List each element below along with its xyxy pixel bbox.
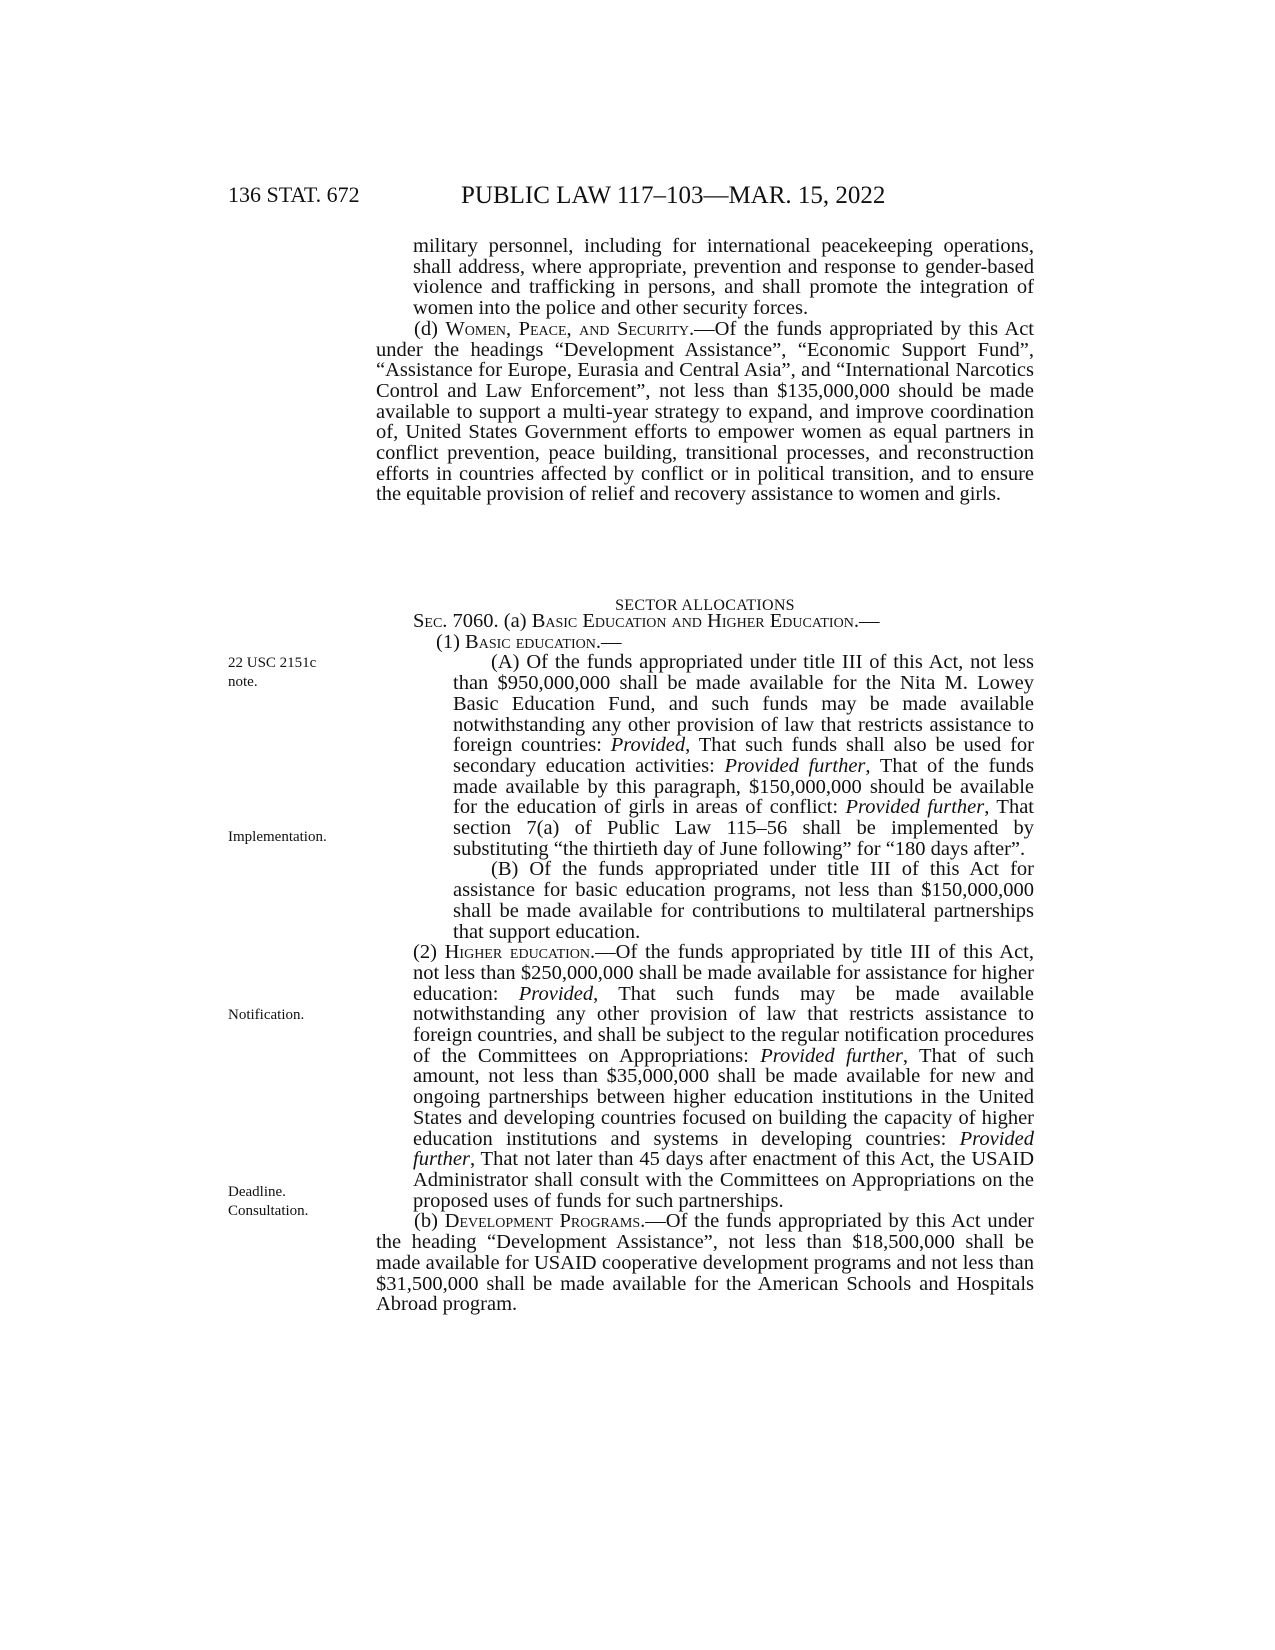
margin-note-deadline: Deadline. [228,1184,286,1200]
subparagraph-B: (B) Of the funds appropriated under title III of this Act for assistance for basic education programs, not less than $150,000,000 shall be made available for contributions to multilateral partnerships that support education. [453,858,1034,943]
paragraph-2-text: , That such funds may be made available notwithstanding any other provision of law that restricts assistance to foreign countries, and shall be subject to the regular notification procedures of the Committees on Appropriations: [413,982,1034,1067]
subsection-b-text: —Of the funds appropriated by this Act under the heading “Development Assistance”, not less than $18,500,000 shall be made available for USAID cooperative development programs and not less than $31,500,000 shall be made available for the American Schools and Hospitals Abroad program. [376,1210,1034,1316]
page-header [228,182,1228,212]
subsection-a-heading: Basic Education and Higher Education. [531,610,859,632]
section-7060 [376,611,1034,1315]
margin-note-usc [228,654,378,692]
paragraph-2-text: —Of the funds appropriated by title III of this Act, not less than $250,000,000 shall be made available for assistance for higher education: [413,941,1034,1005]
proviso: Provided further [845,796,985,819]
subparagraph-A-text: , That such funds shall also be used for secondary education activities: [453,734,1034,777]
subsection-a-label: (a) [498,610,532,632]
margin-note-implementation: Implementation. [228,829,327,845]
proviso: Provided further [413,1127,1034,1171]
subsection-a-heading-line [376,611,1034,632]
subsection-d-label: (d) [414,317,446,340]
proviso: Provided further [724,754,866,777]
public-law-title: PUBLIC LAW 117–103—MAR. 15, 2022 [461,182,886,209]
usc-citation: 22 USC 2151c [228,655,317,671]
paragraph-2-label: (2) [413,941,445,964]
paragraph-1-heading: Basic education. [465,630,601,653]
proviso: Provided [610,734,686,757]
paragraph-2-text: , That not later than 45 days after enactment of this Act, the USAID Administrator shall consult with the Committees on Appropriations on the proposed uses of funds for such partnerships. [413,1148,1034,1212]
subsection-b-heading: Development Programs. [444,1210,646,1233]
paragraph-1-label: (1) [436,630,466,653]
margin-note-consultation: Consultation. [228,1203,309,1219]
paragraph-2 [376,942,1034,1211]
subsection-d-text: —Of the funds appropriated by this Act under the headings “Development Assistance”, “Economic Support Fund”, “Assistance for Europe, Eurasia and Central Asia”, and “International Narcotics Control and Law Enforcement”, not less than $135,000,000 should be made available to support a multi-year strategy to expand, and improve coordination of, United States Government efforts to empower women as equal partners in conflict prevention, peace building, transitional processes, and reconstruction efforts in countries affected by conflict or in political transition, and to ensure the equitable provision of relief and recovery assistance to women and girls. [376,317,1035,506]
dash: — [858,610,880,632]
dash: — [600,630,622,653]
continuation-paragraph: military personnel, including for international peacekeeping operations, shall address, where appropriate, prevention and response to gender-based violence and trafficking in persons, and shall promote the integration of women into the police and other security forces. [413,235,1034,320]
subparagraph-A [376,652,1034,859]
paragraph-1-heading-line [376,632,1034,653]
top-text-block [376,236,1034,505]
subsection-b-label: (b) [414,1210,445,1233]
subsection-b [376,1211,1034,1315]
proviso: Provided [518,982,594,1005]
paragraph-2-text: , That of such amount, not less than $35,000,000 shall be made available for new and ongoing partnerships between higher education institutions in the United States and developing countries focused on building the capacity of higher education institutions and systems in developing countries: [413,1044,1034,1150]
margin-note-deadline-consultation [228,1183,378,1221]
subparagraph-A-text: (A) Of the funds appropriated under title III of this Act, not less than $950,000,000 shall be made available for the Nita M. Lowey Basic Education Fund, and such funds may be made available notwithstanding any other provision of law that restricts assistance to foreign countries: [453,651,1034,757]
subsection-d-heading: Women, Peace, and Security. [445,317,695,340]
margin-note-notification: Notification. [228,1007,305,1023]
section-heading: SECTOR ALLOCATIONS [615,597,795,614]
section-label: Sec. 7060. [413,610,499,632]
paragraph-2-heading: Higher education. [444,941,596,964]
subparagraph-A-text: , That section 7(a) of Public Law 115–56 shall be implemented by substituting “the thirtieth day of June following” for “180 days after”. [453,796,1035,860]
statute-page-number: 136 STAT. 672 [228,182,360,207]
proviso: Provided further [760,1044,903,1067]
subparagraph-A-text: , That of the funds made available by this paragraph, $150,000,000 should be available for the education of girls in areas of conflict: [453,754,1035,819]
subsection-d [376,319,1034,505]
usc-note: note. [228,674,258,690]
